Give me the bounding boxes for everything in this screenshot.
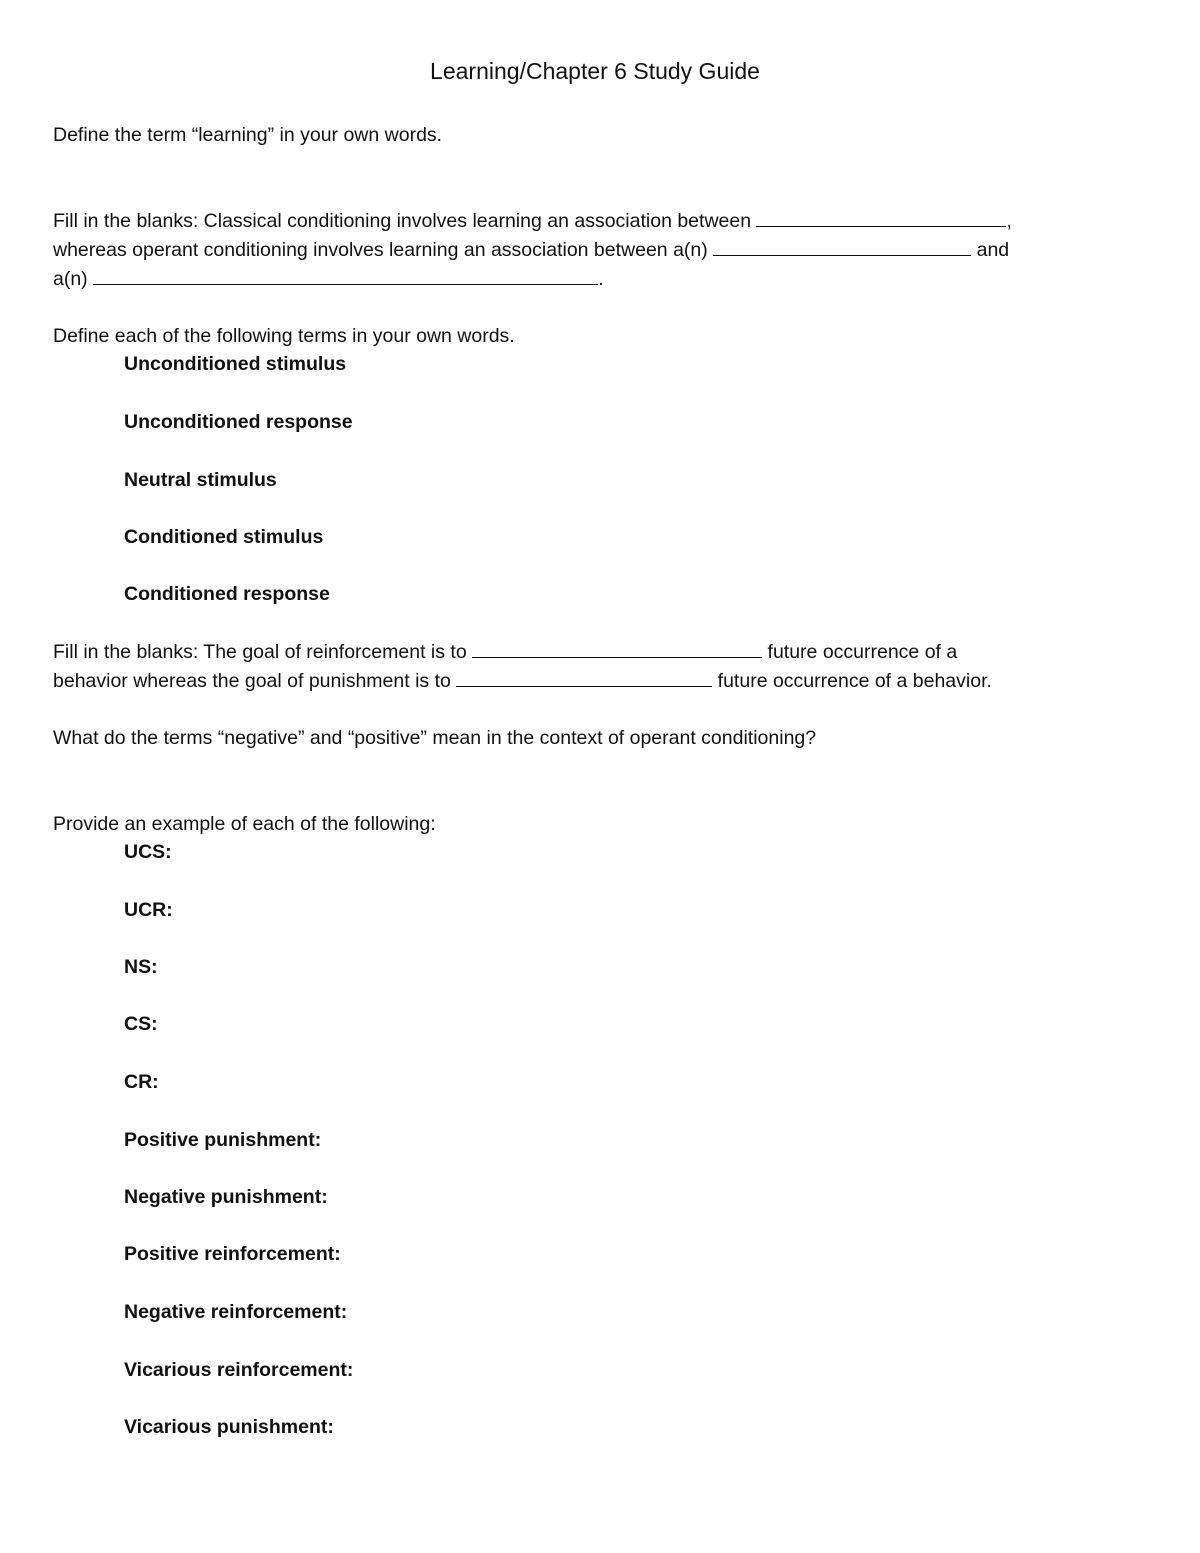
example-positive-reinforcement: Positive reinforcement: xyxy=(124,1243,341,1265)
punctuation: , xyxy=(1006,210,1012,232)
example-cs: CS: xyxy=(124,1013,158,1035)
conjunction: and xyxy=(976,239,1010,261)
question-define-terms: Define each of the following terms in your own words. xyxy=(53,325,515,347)
example-vicarious-reinforcement: Vicarious reinforcement: xyxy=(124,1359,354,1381)
answer-blank[interactable] xyxy=(713,236,971,256)
question-text-end: future occurrence of a behavior. xyxy=(717,670,992,692)
term-conditioned-response: Conditioned response xyxy=(124,583,330,605)
question-text: behavior whereas the goal of punishment is to xyxy=(53,670,451,692)
question-define-learning: Define the term “learning” in your own words. xyxy=(53,124,443,146)
term-conditioned-stimulus: Conditioned stimulus xyxy=(124,526,324,548)
example-ucr: UCR: xyxy=(124,899,173,921)
answer-blank[interactable] xyxy=(756,207,1006,227)
question-fill-blanks-1-line-3 xyxy=(53,265,604,294)
question-text-end: future occurrence of a xyxy=(767,641,958,663)
example-positive-punishment: Positive punishment: xyxy=(124,1129,322,1151)
punctuation: . xyxy=(598,268,604,290)
example-negative-punishment: Negative punishment: xyxy=(124,1186,328,1208)
page-title: Learning/Chapter 6 Study Guide xyxy=(430,58,760,84)
answer-blank[interactable] xyxy=(456,667,712,687)
question-provide-examples: Provide an example of each of the following: xyxy=(53,813,436,835)
question-text: Fill in the blanks: The goal of reinforcement is to xyxy=(53,641,467,663)
question-fill-blanks-1-line-1 xyxy=(53,207,1012,236)
answer-blank[interactable] xyxy=(472,638,762,658)
term-unconditioned-response: Unconditioned response xyxy=(124,411,353,433)
question-fill-blanks-2-line-2 xyxy=(53,667,992,696)
question-text: a(n) xyxy=(53,268,88,290)
example-ucs: UCS: xyxy=(124,841,172,863)
term-unconditioned-stimulus: Unconditioned stimulus xyxy=(124,353,347,375)
answer-blank[interactable] xyxy=(93,265,598,285)
question-text: whereas operant conditioning involves learning an association between a(n) xyxy=(53,239,708,261)
example-vicarious-punishment: Vicarious punishment: xyxy=(124,1416,334,1438)
term-neutral-stimulus: Neutral stimulus xyxy=(124,469,277,491)
question-text: Fill in the blanks: Classical conditioning involves learning an association between xyxy=(53,210,752,232)
question-fill-blanks-2-line-1 xyxy=(53,638,957,667)
example-ns: NS: xyxy=(124,956,158,978)
question-negative-positive: What do the terms “negative” and “positive” mean in the context of operant conditioning? xyxy=(53,727,817,749)
example-cr: CR: xyxy=(124,1071,159,1093)
question-fill-blanks-1-line-2 xyxy=(53,236,1009,265)
example-negative-reinforcement: Negative reinforcement: xyxy=(124,1301,348,1323)
